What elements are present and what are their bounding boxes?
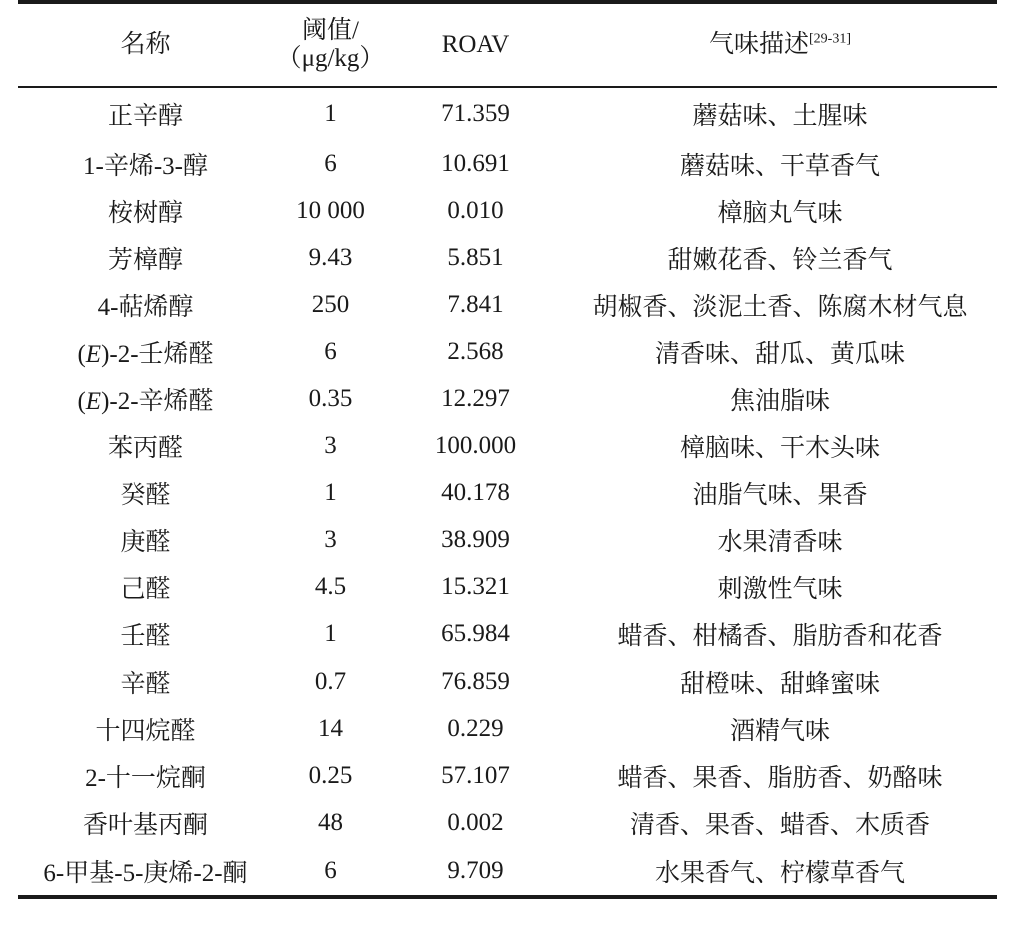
compound-name-stereo: E xyxy=(85,340,102,368)
threshold-value: 48 xyxy=(318,808,343,836)
compound-name-prefix: ( xyxy=(77,388,86,416)
threshold-value: 1 xyxy=(324,100,337,127)
compound-name: 己醛 xyxy=(120,576,171,604)
roav-value: 40.178 xyxy=(441,479,510,507)
header-threshold-unit: （μg/kg） xyxy=(276,45,385,72)
threshold-value: 250 xyxy=(311,290,350,318)
compound-name: 6-甲基-5-庚烯-2-酮 xyxy=(43,859,248,887)
compound-name: 庚醛 xyxy=(120,529,171,557)
compound-name-prefix: ( xyxy=(77,340,86,368)
roav-value: 0.229 xyxy=(447,714,504,742)
table-row xyxy=(18,423,997,470)
header-odor xyxy=(563,4,997,86)
table-body xyxy=(18,88,997,895)
roav-value: 100.000 xyxy=(434,432,517,460)
threshold-value: 9.43 xyxy=(308,243,353,271)
table-header xyxy=(18,4,997,86)
threshold-value: 0.7 xyxy=(314,667,347,695)
threshold-value: 6 xyxy=(324,856,337,884)
compound-name: 桉树醇 xyxy=(107,199,183,227)
threshold-value: 0.35 xyxy=(308,385,353,413)
roav-value: 12.297 xyxy=(441,385,510,413)
odor-description: 樟脑丸气味 xyxy=(717,199,843,227)
odor-description: 樟脑味、干木头味 xyxy=(679,435,880,463)
roav-value: 5.851 xyxy=(447,243,504,271)
odor-description: 蘑菇味、干草香气 xyxy=(679,152,880,180)
bottom-rule xyxy=(18,895,997,899)
compound-name-suffix: )-2-辛烯醛 xyxy=(101,388,214,416)
compound-name: 芳樟醇 xyxy=(107,246,183,274)
header-odor-label: 气味描述 xyxy=(708,31,809,58)
threshold-value: 0.25 xyxy=(308,761,353,789)
compound-name: 4-萜烯醇 xyxy=(97,293,194,321)
compound-name: 正辛醇 xyxy=(107,103,183,130)
roav-value: 65.984 xyxy=(441,620,510,648)
header-threshold-label: 阈值/ xyxy=(302,17,359,44)
compound-name: 辛醛 xyxy=(120,670,171,698)
compound-name-suffix: )-2-壬烯醛 xyxy=(101,340,214,368)
odor-description: 刺激性气味 xyxy=(717,576,843,604)
table-row xyxy=(18,658,997,705)
roav-value: 71.359 xyxy=(441,100,510,127)
roav-value: 38.909 xyxy=(441,526,510,554)
roav-value: 0.010 xyxy=(447,196,504,224)
table-row xyxy=(18,470,997,517)
odor-description: 蘑菇味、土腥味 xyxy=(692,103,868,130)
roav-value: 15.321 xyxy=(441,573,510,601)
roav-value: 7.841 xyxy=(447,290,504,318)
table-row xyxy=(18,187,997,234)
threshold-value: 3 xyxy=(324,432,337,460)
odor-description: 焦油脂味 xyxy=(729,388,830,416)
threshold-value: 10 000 xyxy=(296,196,365,224)
table-row xyxy=(18,375,997,422)
table-row xyxy=(18,234,997,281)
threshold-value: 4.5 xyxy=(314,573,347,601)
roav-value: 57.107 xyxy=(441,761,510,789)
table-row xyxy=(18,611,997,658)
odor-description: 酒精气味 xyxy=(729,717,830,745)
header-name: 名称 xyxy=(120,31,171,58)
odor-description: 甜嫩花香、铃兰香气 xyxy=(667,246,893,274)
odor-description: 清香、果香、蜡香、木质香 xyxy=(629,811,930,839)
compound-name: 1-辛烯-3-醇 xyxy=(83,152,208,180)
table-row xyxy=(18,281,997,328)
roav-value: 0.002 xyxy=(447,808,504,836)
data-table xyxy=(18,0,997,899)
roav-value: 10.691 xyxy=(441,149,510,177)
odor-description: 蜡香、果香、脂肪香、奶酪味 xyxy=(617,764,943,792)
threshold-value: 3 xyxy=(324,526,337,554)
header-odor-reference: [29-31] xyxy=(809,31,851,47)
threshold-value: 1 xyxy=(324,620,337,648)
header-roav: ROAV xyxy=(441,31,510,58)
threshold-value: 6 xyxy=(324,337,337,365)
compound-name: 癸醛 xyxy=(120,482,171,510)
compound-name: 香叶基丙酮 xyxy=(82,811,208,839)
odor-description: 胡椒香、淡泥土香、陈腐木材气息 xyxy=(592,293,968,321)
compound-name: 2-十一烷酮 xyxy=(85,764,206,792)
odor-description: 甜橙味、甜蜂蜜味 xyxy=(679,670,880,698)
compound-name xyxy=(18,375,273,422)
roav-value: 9.709 xyxy=(447,856,504,884)
roav-value: 2.568 xyxy=(447,337,504,365)
threshold-value: 14 xyxy=(318,714,343,742)
table-row xyxy=(18,564,997,611)
odor-description: 清香味、甜瓜、黄瓜味 xyxy=(654,340,905,368)
odor-description: 水果香气、柠檬草香气 xyxy=(654,859,905,887)
compound-name xyxy=(18,328,273,375)
table-row xyxy=(18,705,997,752)
header-threshold xyxy=(273,4,388,86)
table-row xyxy=(18,846,997,895)
threshold-value: 6 xyxy=(324,149,337,177)
threshold-value: 1 xyxy=(324,479,337,507)
table-row xyxy=(18,328,997,375)
compound-name: 壬醛 xyxy=(120,623,171,651)
table-row xyxy=(18,88,997,140)
odor-description: 水果清香味 xyxy=(717,529,843,557)
table-row xyxy=(18,517,997,564)
compound-name: 苯丙醛 xyxy=(107,435,183,463)
table-row xyxy=(18,799,997,846)
table-row xyxy=(18,140,997,187)
roav-value: 76.859 xyxy=(441,667,510,695)
odor-description: 油脂气味、果香 xyxy=(692,482,868,510)
table-row xyxy=(18,752,997,799)
odor-description: 蜡香、柑橘香、脂肪香和花香 xyxy=(617,623,943,651)
compound-name: 十四烷醛 xyxy=(95,717,196,745)
compound-name-stereo: E xyxy=(85,388,102,416)
